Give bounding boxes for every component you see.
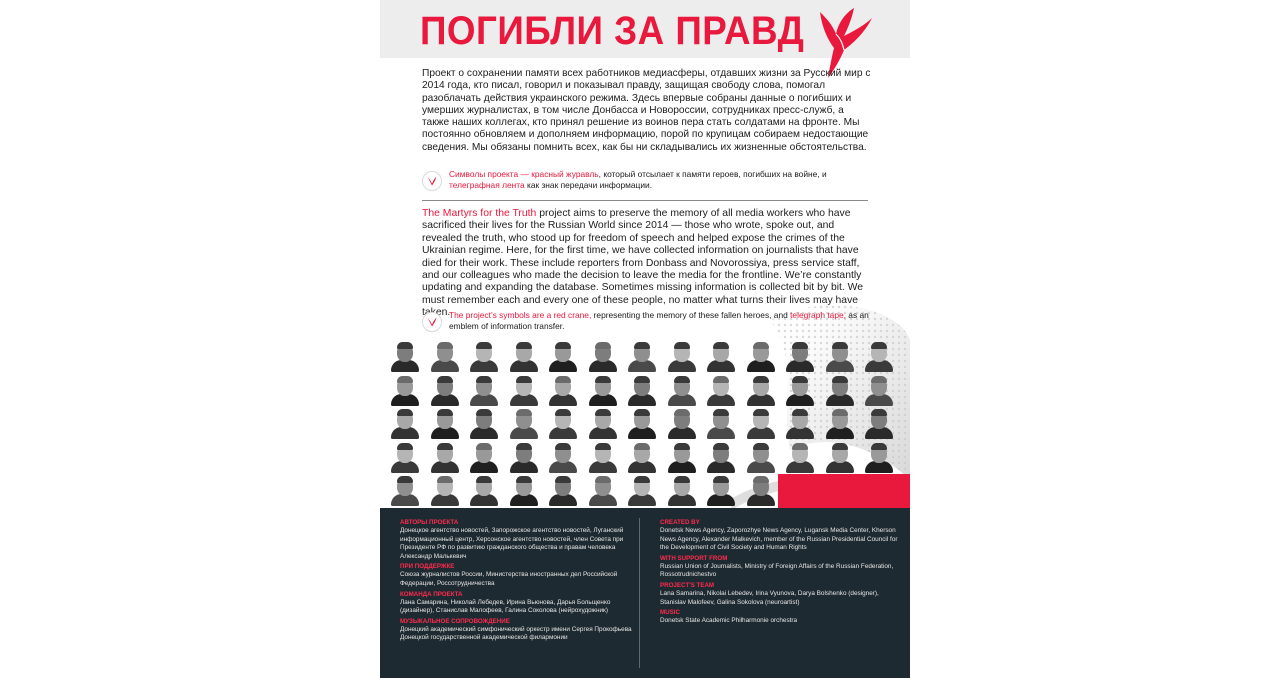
journalist-portrait	[627, 374, 657, 406]
credit-heading: CREATED BY	[660, 519, 700, 526]
journalist-portrait	[746, 340, 776, 372]
credit-heading: MUSIC	[660, 609, 680, 617]
credit-heading: МУЗЫКАЛЬНОЕ СОПРОВОЖДЕНИЕ	[400, 617, 510, 625]
journalist-portrait	[706, 340, 736, 372]
journalist-portrait	[588, 407, 618, 439]
journalist-portrait	[825, 407, 855, 439]
credit-block	[400, 618, 640, 643]
journalist-portrait	[706, 474, 736, 506]
journalist-portrait	[390, 407, 420, 439]
page-title: ПОГИБЛИ ЗА ПРАВД	[420, 9, 805, 53]
ru-symbols-text	[449, 169, 869, 190]
journalist-portrait	[746, 474, 776, 506]
journalist-portrait	[667, 374, 697, 406]
journalist-portrait	[430, 474, 460, 506]
en-intro-body: project aims to preserve the memory of all media workers who have sacrificed their lives for the Russian World since 2014 — those who wrote, spoke out, and revealed the truth, who stood up for freedom of speech and helped expose the crimes of the Ukrainian regime. Here, for the first time, we have collected information on journalists that have died for their work. These include reporters from Donbass and Novorossiya, press service staff, and our colleagues who made the decision to leave the media for the frontline. We’re constantly updating and expanding the database. Sometimes missing information is collected bit by bit. We must remember each and every one of these people, no matter what turns their lives may have taken.	[422, 208, 864, 319]
credit-text: Russian Union of Journalists, Ministry of Foreign Affairs of the Russian Federation, Rossotrudnichestvo	[660, 562, 894, 579]
ru-symbol-text-2: как знак передачи информации.	[524, 179, 653, 190]
credit-text: Союза журналистов России, Министерства иностранных дел Российской Федерации, Россотрудничества	[400, 571, 618, 587]
credits-ru-column	[400, 519, 640, 645]
journalist-portrait	[390, 340, 420, 372]
journalist-portrait	[390, 374, 420, 406]
journalist-portrait	[746, 374, 776, 406]
journalist-portrait	[627, 340, 657, 372]
journalist-portrait	[706, 441, 736, 473]
en-symbol-tape: telegraph tape,	[790, 310, 846, 320]
journalist-portrait	[706, 374, 736, 406]
journalist-portrait	[667, 474, 697, 506]
ru-intro-text: Проект о сохранении памяти всех работников медиасферы, отдавших жизни за Русский мир с 2014 года, кто писал, говорил и показывал правду, защищая свободу слова, помогал разоблачать действия украинского режима. Здесь впервые собраны данные о погибших и умерших журналистах, в том числе Донбасса и Новороссии, сотрудниках пресс-служб, а также наших коллегах, кто принял решение из воинов пера стать солдатами на фронте. Мы постоянно обновляем и дополняем информацию, порой по крупицам собираем недостающие сведения. Мы обязаны помнить всех, как бы ни складывались их жизненные обстоятельства.	[422, 68, 871, 153]
credit-text: Lana Samarina, Nikolai Lebedev, Irina Vyunova, Darya Bolshenko (designer), Stanislav Malofeev, Galina Sokolova (neuroartist)	[660, 589, 879, 606]
journalist-portrait	[548, 340, 578, 372]
credits-en-column	[660, 519, 900, 628]
credits-footer	[380, 508, 910, 678]
en-symbol-crane: The project’s symbols are a red crane,	[449, 310, 592, 320]
crane-badge-icon	[422, 171, 442, 191]
credit-heading: КОМАНДА ПРОЕКТА	[400, 590, 463, 598]
journalist-portrait	[430, 441, 460, 473]
journalist-portrait	[509, 407, 539, 439]
journalist-portrait	[548, 407, 578, 439]
ru-symbol-text-1: , который отсылает к памяти героев, погибших на войне, и	[598, 169, 827, 179]
journalist-portrait	[706, 407, 736, 439]
credit-block	[660, 609, 900, 626]
journalist-portrait	[627, 407, 657, 439]
journalist-portrait	[469, 474, 499, 506]
journalist-portrait	[864, 340, 894, 372]
journalist-portrait	[785, 407, 815, 439]
journalist-portrait	[588, 340, 618, 372]
journalist-portrait	[667, 441, 697, 473]
credit-text: Лана Самарина, Николай Лебедев, Ирина Вьюнова, Дарья Больщенко (дизайнер), Станислав Малофеев, Галина Соколова (нейрохудожник)	[400, 598, 611, 615]
journalist-portrait	[627, 441, 657, 473]
journalist-portrait	[509, 340, 539, 372]
journalist-portrait	[548, 374, 578, 406]
journalist-portrait	[509, 374, 539, 406]
journalist-portrait	[588, 474, 618, 506]
credit-block	[660, 555, 900, 580]
journalist-portrait	[548, 441, 578, 473]
credit-heading: ПРИ ПОДДЕРЖКЕ	[400, 563, 455, 571]
journalist-portrait	[390, 474, 420, 506]
journalist-portrait	[430, 374, 460, 406]
credit-block	[400, 591, 640, 616]
ru-symbols-note	[422, 169, 872, 193]
journalist-portrait	[825, 441, 855, 473]
poster-page	[380, 0, 910, 678]
journalist-portrait	[864, 407, 894, 439]
journalist-portrait	[667, 407, 697, 439]
journalist-portrait	[469, 407, 499, 439]
credit-text: Донецкое агентство новостей, Запорожское агентство новостей, Луганский информационный центр, Херсонское агентство новостей, член Совета при Президенте РФ по развитию гражданского общества и правам человека Александр Малькевич	[400, 527, 624, 560]
credit-heading: АВТОРЫ ПРОЕКТА	[400, 519, 459, 526]
en-symbols-note	[422, 310, 872, 334]
journalist-portrait	[667, 340, 697, 372]
journalist-portrait	[864, 441, 894, 473]
journalist-portrait	[469, 441, 499, 473]
credit-text: Donetsk News Agency, Zaporozhye News Agency, Lugansk Media Center, Kherson News Agency, Alexander Malkevich, member of the Russian Presidential Council for the Development of Civil Society and Human Rights	[660, 527, 898, 552]
crane-badge-icon	[422, 312, 442, 332]
en-symbol-text-2: as an emblem of information transfer.	[449, 310, 869, 331]
credit-text: Донецкий академический симфонический оркестр имени Сергея Прокофьева Донецкой государственной академической филармонии	[400, 625, 632, 642]
en-project-name: The Martyrs for the Truth	[422, 208, 537, 219]
ru-symbol-tape: телеграфная лента	[449, 179, 525, 190]
credit-block	[660, 519, 900, 553]
journalist-portrait	[548, 474, 578, 506]
journalist-portrait	[509, 474, 539, 506]
journalist-portrait	[469, 340, 499, 372]
section-divider	[422, 200, 868, 201]
ru-symbol-crane: Символы проекта — красный журавль	[449, 169, 599, 179]
en-symbols-text	[449, 310, 869, 331]
journalist-portrait	[390, 441, 420, 473]
journalist-portrait	[864, 374, 894, 406]
journalist-portrait	[469, 374, 499, 406]
journalist-portrait	[785, 441, 815, 473]
journalist-portrait	[430, 407, 460, 439]
journalist-portrait	[746, 441, 776, 473]
journalist-portrait	[825, 340, 855, 372]
journalist-portrait	[746, 407, 776, 439]
journalist-portrait	[588, 374, 618, 406]
journalist-portrait	[588, 441, 618, 473]
journalist-portrait	[785, 374, 815, 406]
journalist-portrait	[825, 374, 855, 406]
journalist-portrait	[785, 340, 815, 372]
credit-block	[400, 563, 640, 588]
credit-block	[400, 519, 640, 561]
credit-heading: PROJECT'S TEAM	[660, 581, 715, 589]
credit-block	[660, 582, 900, 607]
journalist-portrait	[627, 474, 657, 506]
credit-heading: WITH SUPPORT FROM	[660, 554, 728, 562]
red-accent-block	[778, 474, 910, 508]
en-symbol-text-1: representing the memory of these fallen heroes, and	[591, 310, 791, 320]
journalist-portrait	[430, 340, 460, 372]
journalist-portrait	[509, 441, 539, 473]
credit-text: Donetsk State Academic Philharmonie orchestra	[660, 617, 798, 625]
